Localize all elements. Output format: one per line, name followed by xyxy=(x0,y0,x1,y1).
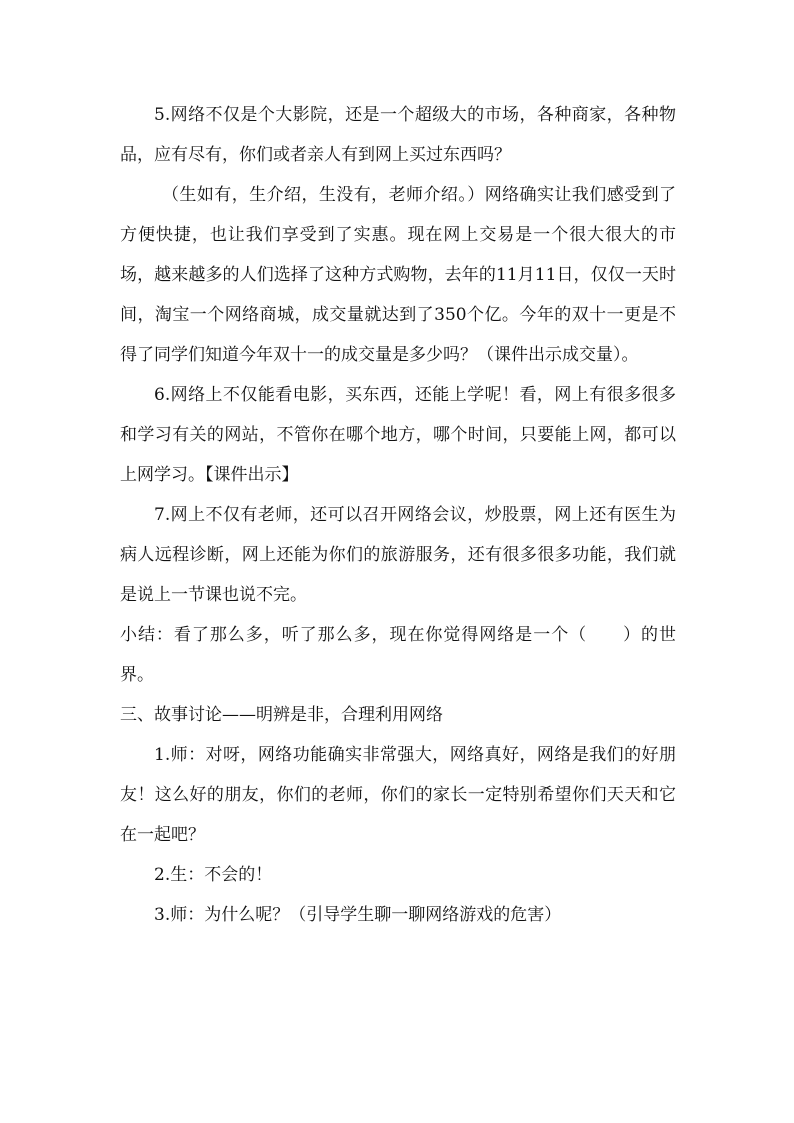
paragraph-5-market: 5.网络不仅是个大影院，还是一个超级大的市场，各种商家，各种物品，应有尽有，你们或者亲人有到网上买过东西吗？ xyxy=(120,105,676,165)
paragraph-6-online-learning: 6.网络上不仅能看电影，买东西，还能上学呢！看，网上有很多很多和学习有关的网站，不管你在哪个地方，哪个时间，只要能上网，都可以上网学习。【课件出示】 xyxy=(120,385,676,485)
paragraph-summary: 小结：看了那么多，听了那么多，现在你觉得网络是一个（ ）的世界。 xyxy=(120,625,676,685)
paragraph-teacher-3: 3.师：为什么呢？（引导学生聊一聊网络游戏的危害） xyxy=(154,905,562,925)
section-heading-3: 三、故事讨论——明辨是非，合理利用网络 xyxy=(120,705,443,725)
paragraph-7-more-functions: 7.网上不仅有老师，还可以召开网络会议，炒股票，网上还有医生为病人远程诊断，网上还能为你们的旅游服务，还有很多很多功能，我们就是说上一节课也说不完。 xyxy=(120,505,676,605)
paragraph-teacher-1: 1.师：对呀，网络功能确实非常强大，网络真好，网络是我们的好朋友！这么好的朋友，你们的老师，你们的家长一定特别希望你们天天和它在一起吧？ xyxy=(120,745,676,845)
paragraph-online-shopping: （生如有，生介绍，生没有，老师介绍。）网络确实让我们感受到了方便快捷，也让我们享受到了实惠。现在网上交易是一个很大很大的市场，越来越多的人们选择了这种方式购物，去年的11月11日，仅仅一天时间，淘宝一个网络商城，成交量就达到了350个亿。今年的双十一更是不得了同学们知道今年双十一的成交量是多少吗？（课件出示成交量）。 xyxy=(120,185,676,365)
paragraph-student-2: 2.生：不会的！ xyxy=(154,865,273,885)
document-body xyxy=(120,95,676,935)
